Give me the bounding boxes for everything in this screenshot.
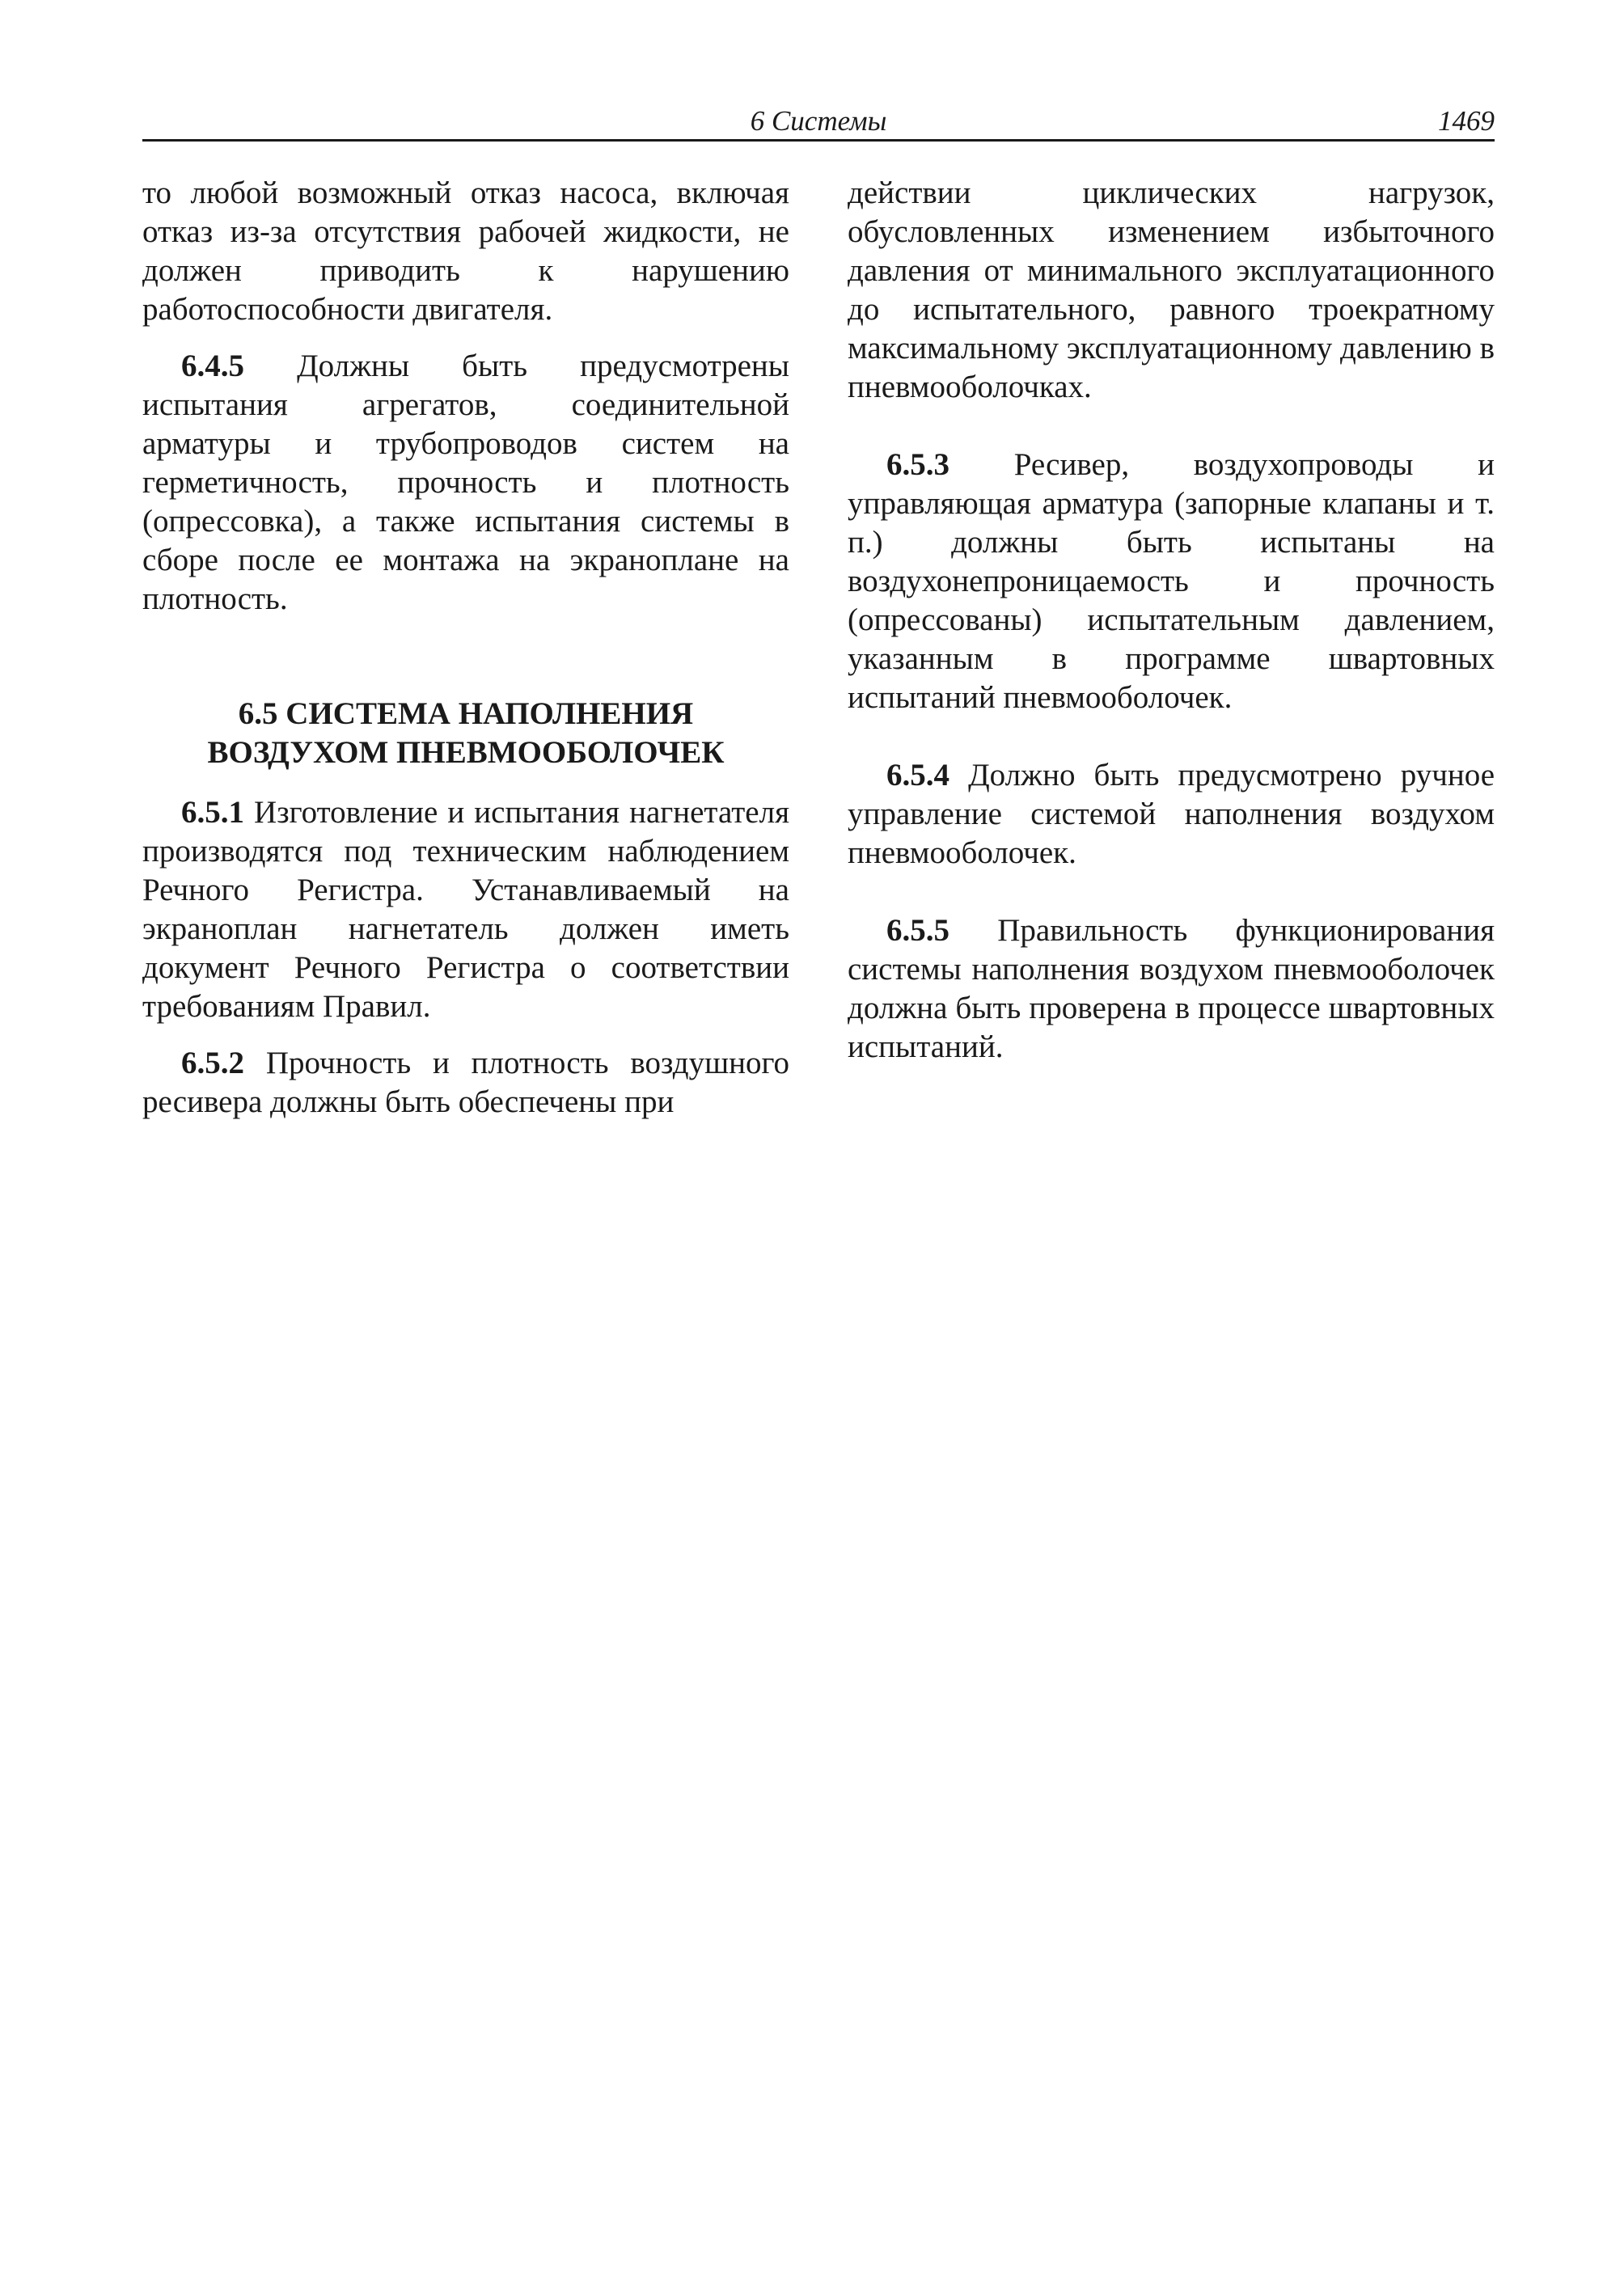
clause-number: 6.5.5 xyxy=(886,913,949,948)
section-heading xyxy=(142,695,789,772)
section-heading-line-2: ВОЗДУХОМ ПНЕВМООБОЛОЧЕК xyxy=(207,735,725,770)
page-number: 1469 xyxy=(1438,105,1495,137)
clause-text: Ресивер, воздухопроводы и управляющая арматура (запорные клапаны и т. п.) должны быть испытаны на воздухонепроницаемость и прочность (опрессованы) испытательным давлением, указанным в программе швартовных испытаний пневмооболочек. xyxy=(848,447,1495,715)
clause-number: 6.5.1 xyxy=(181,795,244,830)
clause-text: Правильность функционирования системы наполнения воздухом пневмооболочек должна быть проверена в процессе швартовных испытаний. xyxy=(848,913,1495,1064)
running-header xyxy=(142,104,1495,142)
clause-text: Прочность и плотность воздушного ресивера должны быть обеспечены при xyxy=(142,1046,789,1119)
paragraph-continued: действии циклических нагрузок, обусловленных изменением избыточного давления от минимального эксплуатационного до испытательного, равного троекратному максимальному эксплуатационному давлению в пневмооболочках. xyxy=(848,175,1495,404)
running-title: 6 Системы xyxy=(750,105,887,137)
clause-number: 6.5.3 xyxy=(886,447,949,482)
clause-6-5-2 xyxy=(142,1044,789,1122)
section-heading-line-1: 6.5 СИСТЕМА НАПОЛНЕНИЯ xyxy=(238,696,694,731)
clause-6-5-4 xyxy=(848,756,1495,873)
clause-number: 6.4.5 xyxy=(181,349,244,383)
right-column xyxy=(848,174,1495,1067)
clause-6-5-1 xyxy=(142,793,789,1026)
clause-text: Должно быть предусмотрено ручное управление системой наполнения воздухом пневмооболочек. xyxy=(848,758,1495,870)
clause-6-4-5 xyxy=(142,347,789,619)
left-column xyxy=(142,174,789,1122)
clause-text: Должны быть предусмотрены испытания агрегатов, соединительной арматуры и трубопроводов систем на герметичность, прочность и плотность (опрессовка), а также испытания системы в сборе после ее монтажа на экраноплане на плотность. xyxy=(142,349,790,616)
clause-number: 6.5.2 xyxy=(181,1046,244,1080)
clause-6-5-3 xyxy=(848,446,1495,717)
clause-text: Изготовление и испытания нагнетателя производятся под техническим наблюдением Речного Регистра. Устанавливаемый на экраноплан нагнетатель должен иметь документ Речного Регистра о соответствии требованиям Правил. xyxy=(142,795,790,1024)
paragraph-continued: то любой возможный отказ насоса, включая отказ из-за отсутствия рабочей жидкости, не должен приводить к нарушению работоспособности двигателя. xyxy=(142,175,789,327)
clause-number: 6.5.4 xyxy=(886,758,949,793)
clause-6-5-5 xyxy=(848,911,1495,1067)
